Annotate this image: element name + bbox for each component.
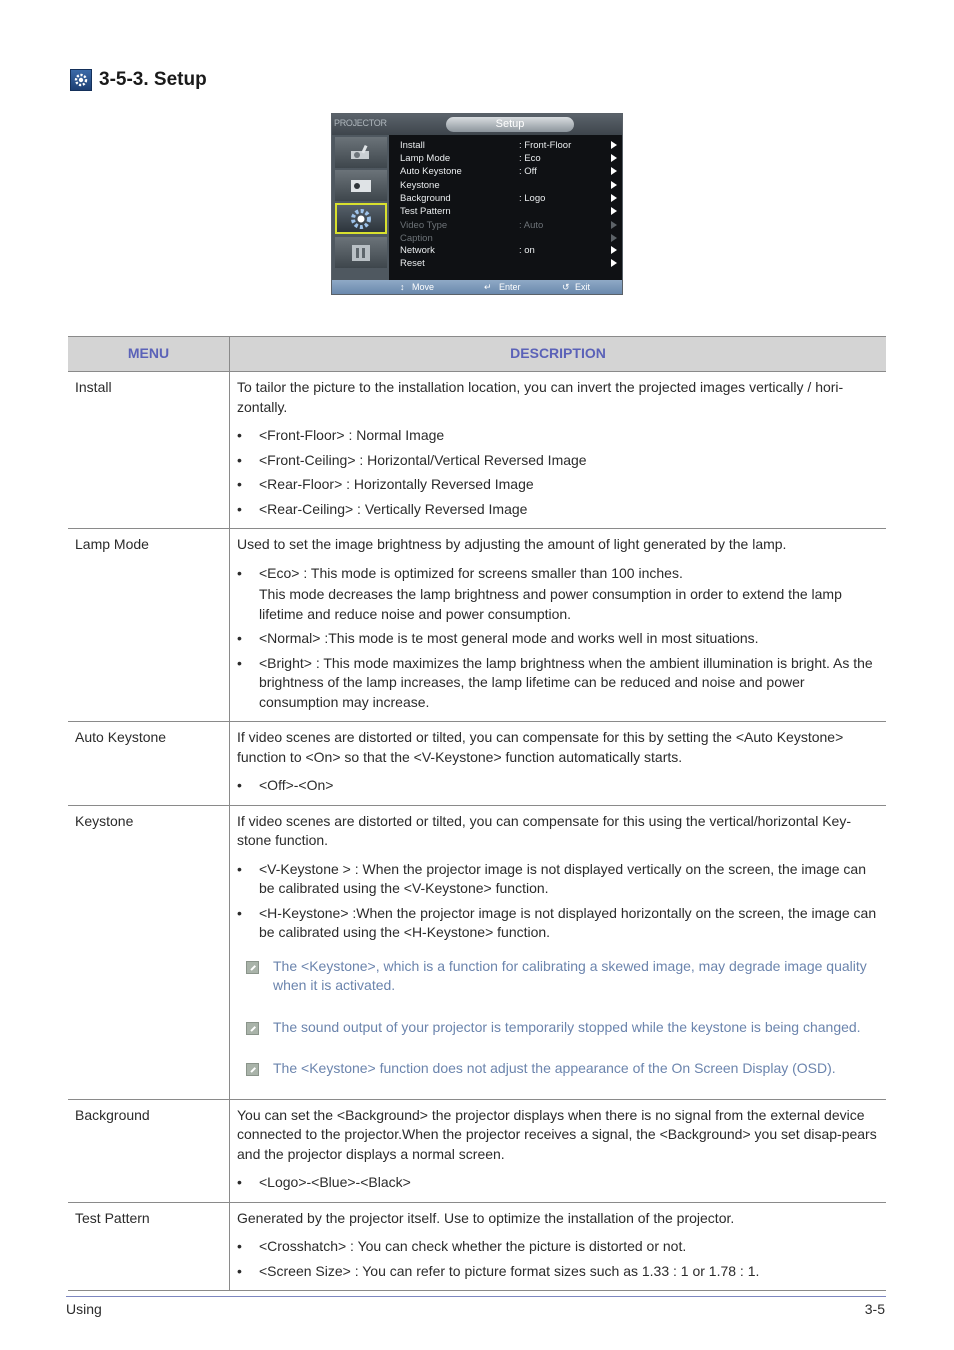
description-cell [230,529,887,722]
arrow-right-icon [611,207,617,215]
page-title: 3-5-3. Setup [99,69,207,90]
note-text: The <Keystone> function does not adjust the appearance of the On Screen Display (OSD). [273,1060,836,1076]
osd-title-bar [332,114,622,135]
arrow-right-icon [611,194,617,202]
list-item: • <Rear-Floor> : Horizontally Reversed Image [237,475,879,495]
description-cell [230,372,887,529]
list-item: • <Normal> :This mode is te most general mode and works well in most situations. [237,629,879,649]
osd-row-label: Keystone [400,180,440,191]
note-text: The <Keystone>, which is a function for calibrating a skewed image, may degrade image quality when it is activated. [273,957,867,993]
osd-row [400,165,620,178]
description-text: To tailor the picture to the installation location, you can invert the projected images vertically / hori-zontally. [237,379,844,415]
menu-name-cell: Test Pattern [68,1202,230,1291]
menu-name-cell: Background [68,1099,230,1202]
osd-row-label: Video Type [400,220,448,231]
picture-icon [335,170,387,201]
footer-divider [66,1296,886,1297]
move-icon: ↕ [400,282,405,292]
note-icon [246,1063,259,1076]
osd-row [400,205,620,218]
note-icon [246,1022,259,1035]
table-row [68,722,886,806]
option-list [237,564,879,713]
list-item-text: <Eco> : This mode is optimized for screens smaller than 100 inches. [259,564,683,581]
option-list [237,1173,879,1193]
option-list [237,860,879,943]
menu-name-cell: Lamp Mode [68,529,230,722]
option-list [237,776,879,796]
list-item: • <Logo>-<Blue>-<Black> [237,1173,879,1193]
osd-row-value: : Off [519,166,537,177]
table-row [68,1202,886,1291]
list-item: • <Off>-<On> [237,776,879,796]
note [237,957,879,996]
description-cell [230,1099,887,1202]
table-header-row [68,337,886,372]
gear-icon [70,69,92,91]
gear-icon [335,203,387,234]
osd-row-value: : Logo [519,193,546,204]
list-item: • <H-Keystone> :When the projector image is not displayed horizontally on the screen, the image can be calibrated using the <H-Keystone> function. [237,904,879,943]
osd-row-value: : Front-Floor [519,140,572,151]
arrow-right-icon [611,154,617,162]
list-item [237,564,879,625]
osd-row-label: Test Pattern [400,206,451,217]
arrow-right-icon [611,141,617,149]
description-text: Used to set the image brightness by adjusting the amount of light generated by the lamp. [237,536,787,552]
menu-name-cell: Install [68,372,230,529]
exit-icon: ↺ [562,282,570,292]
note-icon [246,961,259,974]
osd-footer-bar [332,280,622,294]
description-column-header: DESCRIPTION [230,337,887,372]
osd-menu-list [389,135,622,280]
osd-exit-label: Exit [575,282,591,292]
osd-brand-label: PROJECTOR [334,118,387,128]
osd-row [400,179,620,192]
osd-row [400,219,620,232]
arrow-right-icon [611,259,617,267]
osd-row [400,192,620,205]
osd-row-label: Install [400,140,425,151]
information-icon [335,237,387,268]
description-cell [230,722,887,806]
description-text: If video scenes are distorted or tilted, you can compensate for this by setting the <Auto Keystone> function to <On> so that the <V-Keystone> function automatically starts. [237,729,844,765]
description-text: If video scenes are distorted or tilted, you can compensate for this using the vertical/horizontal Key-stone function. [237,812,851,848]
menu-description-table [68,336,886,1291]
osd-row [400,139,620,152]
description-cell [230,805,887,1099]
osd-setup-screenshot [331,113,623,295]
osd-row-label: Network [400,245,435,256]
osd-row-label: Caption [400,233,433,244]
description-text: Generated by the projector itself. Use to optimize the installation of the projector. [237,1209,735,1226]
note [237,1018,879,1038]
table-row [68,372,886,529]
osd-row-value: : on [519,245,535,256]
osd-enter-label: Enter [499,282,521,292]
osd-row [400,152,620,165]
description-cell [230,1202,887,1291]
osd-row-value: : Auto [519,220,544,231]
note-text: The sound output of your projector is temporarily stopped while the keystone is being changed. [273,1018,861,1035]
footer-section-label: Using [66,1301,102,1317]
page-number: 3-5 [864,1301,885,1317]
menu-name-cell: Auto Keystone [68,722,230,806]
menu-column-header: MENU [68,337,230,372]
list-item: • <Rear-Ceiling> : Vertically Reversed Image [237,500,879,520]
projector-icon [335,137,387,168]
list-item: • <Bright> : This mode maximizes the lamp brightness when the ambient illumination is bright. As the brightness of the lamp increases, the lamp lifetime can be reduced and noise and power consumption may increase. [237,654,879,713]
description-text: You can set the <Background> the projector displays when there is no signal from the external device connected to the projector.When the projector receives a signal, the <Background> you set disap-pears and the projector displays a normal screen. [237,1106,877,1162]
osd-row-label: Auto Keystone [400,166,462,177]
note [237,1059,879,1079]
enter-icon: ↵ [484,282,492,292]
arrow-right-icon [611,234,617,242]
osd-row-label: Background [400,193,451,204]
osd-side-menu [332,135,389,280]
arrow-right-icon [611,181,617,189]
list-item: • <V-Keystone > : When the projector image is not displayed vertically on the screen, the image can be calibrated using the <V-Keystone> function. [237,860,879,899]
arrow-right-icon [611,167,617,175]
table-row [68,529,886,722]
osd-row [400,257,620,270]
osd-row-label: Reset [400,258,425,269]
table-row [68,805,886,1099]
list-item: • <Crosshatch> : You can check whether the picture is distorted or not. [237,1237,879,1257]
option-list [237,426,879,519]
arrow-right-icon [611,221,617,229]
osd-row [400,244,620,257]
list-item: • <Front-Ceiling> : Horizontal/Vertical Reversed Image [237,451,879,471]
section-heading [70,68,207,92]
osd-tab-setup: Setup [446,117,574,132]
menu-name-cell: Keystone [68,805,230,1099]
osd-row-value: : Eco [519,153,541,164]
osd-move-label: Move [412,282,435,292]
list-item: • <Front-Floor> : Normal Image [237,426,879,446]
arrow-right-icon [611,246,617,254]
osd-row-label: Lamp Mode [400,153,451,164]
list-item-subtext: This mode decreases the lamp brightness and power consumption in order to extend the lamp lifetime and reduce noise and power consumption. [259,586,842,622]
option-list [237,1237,879,1281]
list-item: • <Screen Size> : You can refer to picture format sizes such as 1.33 : 1 or 1.78 : 1. [237,1262,879,1282]
table-row [68,1099,886,1202]
